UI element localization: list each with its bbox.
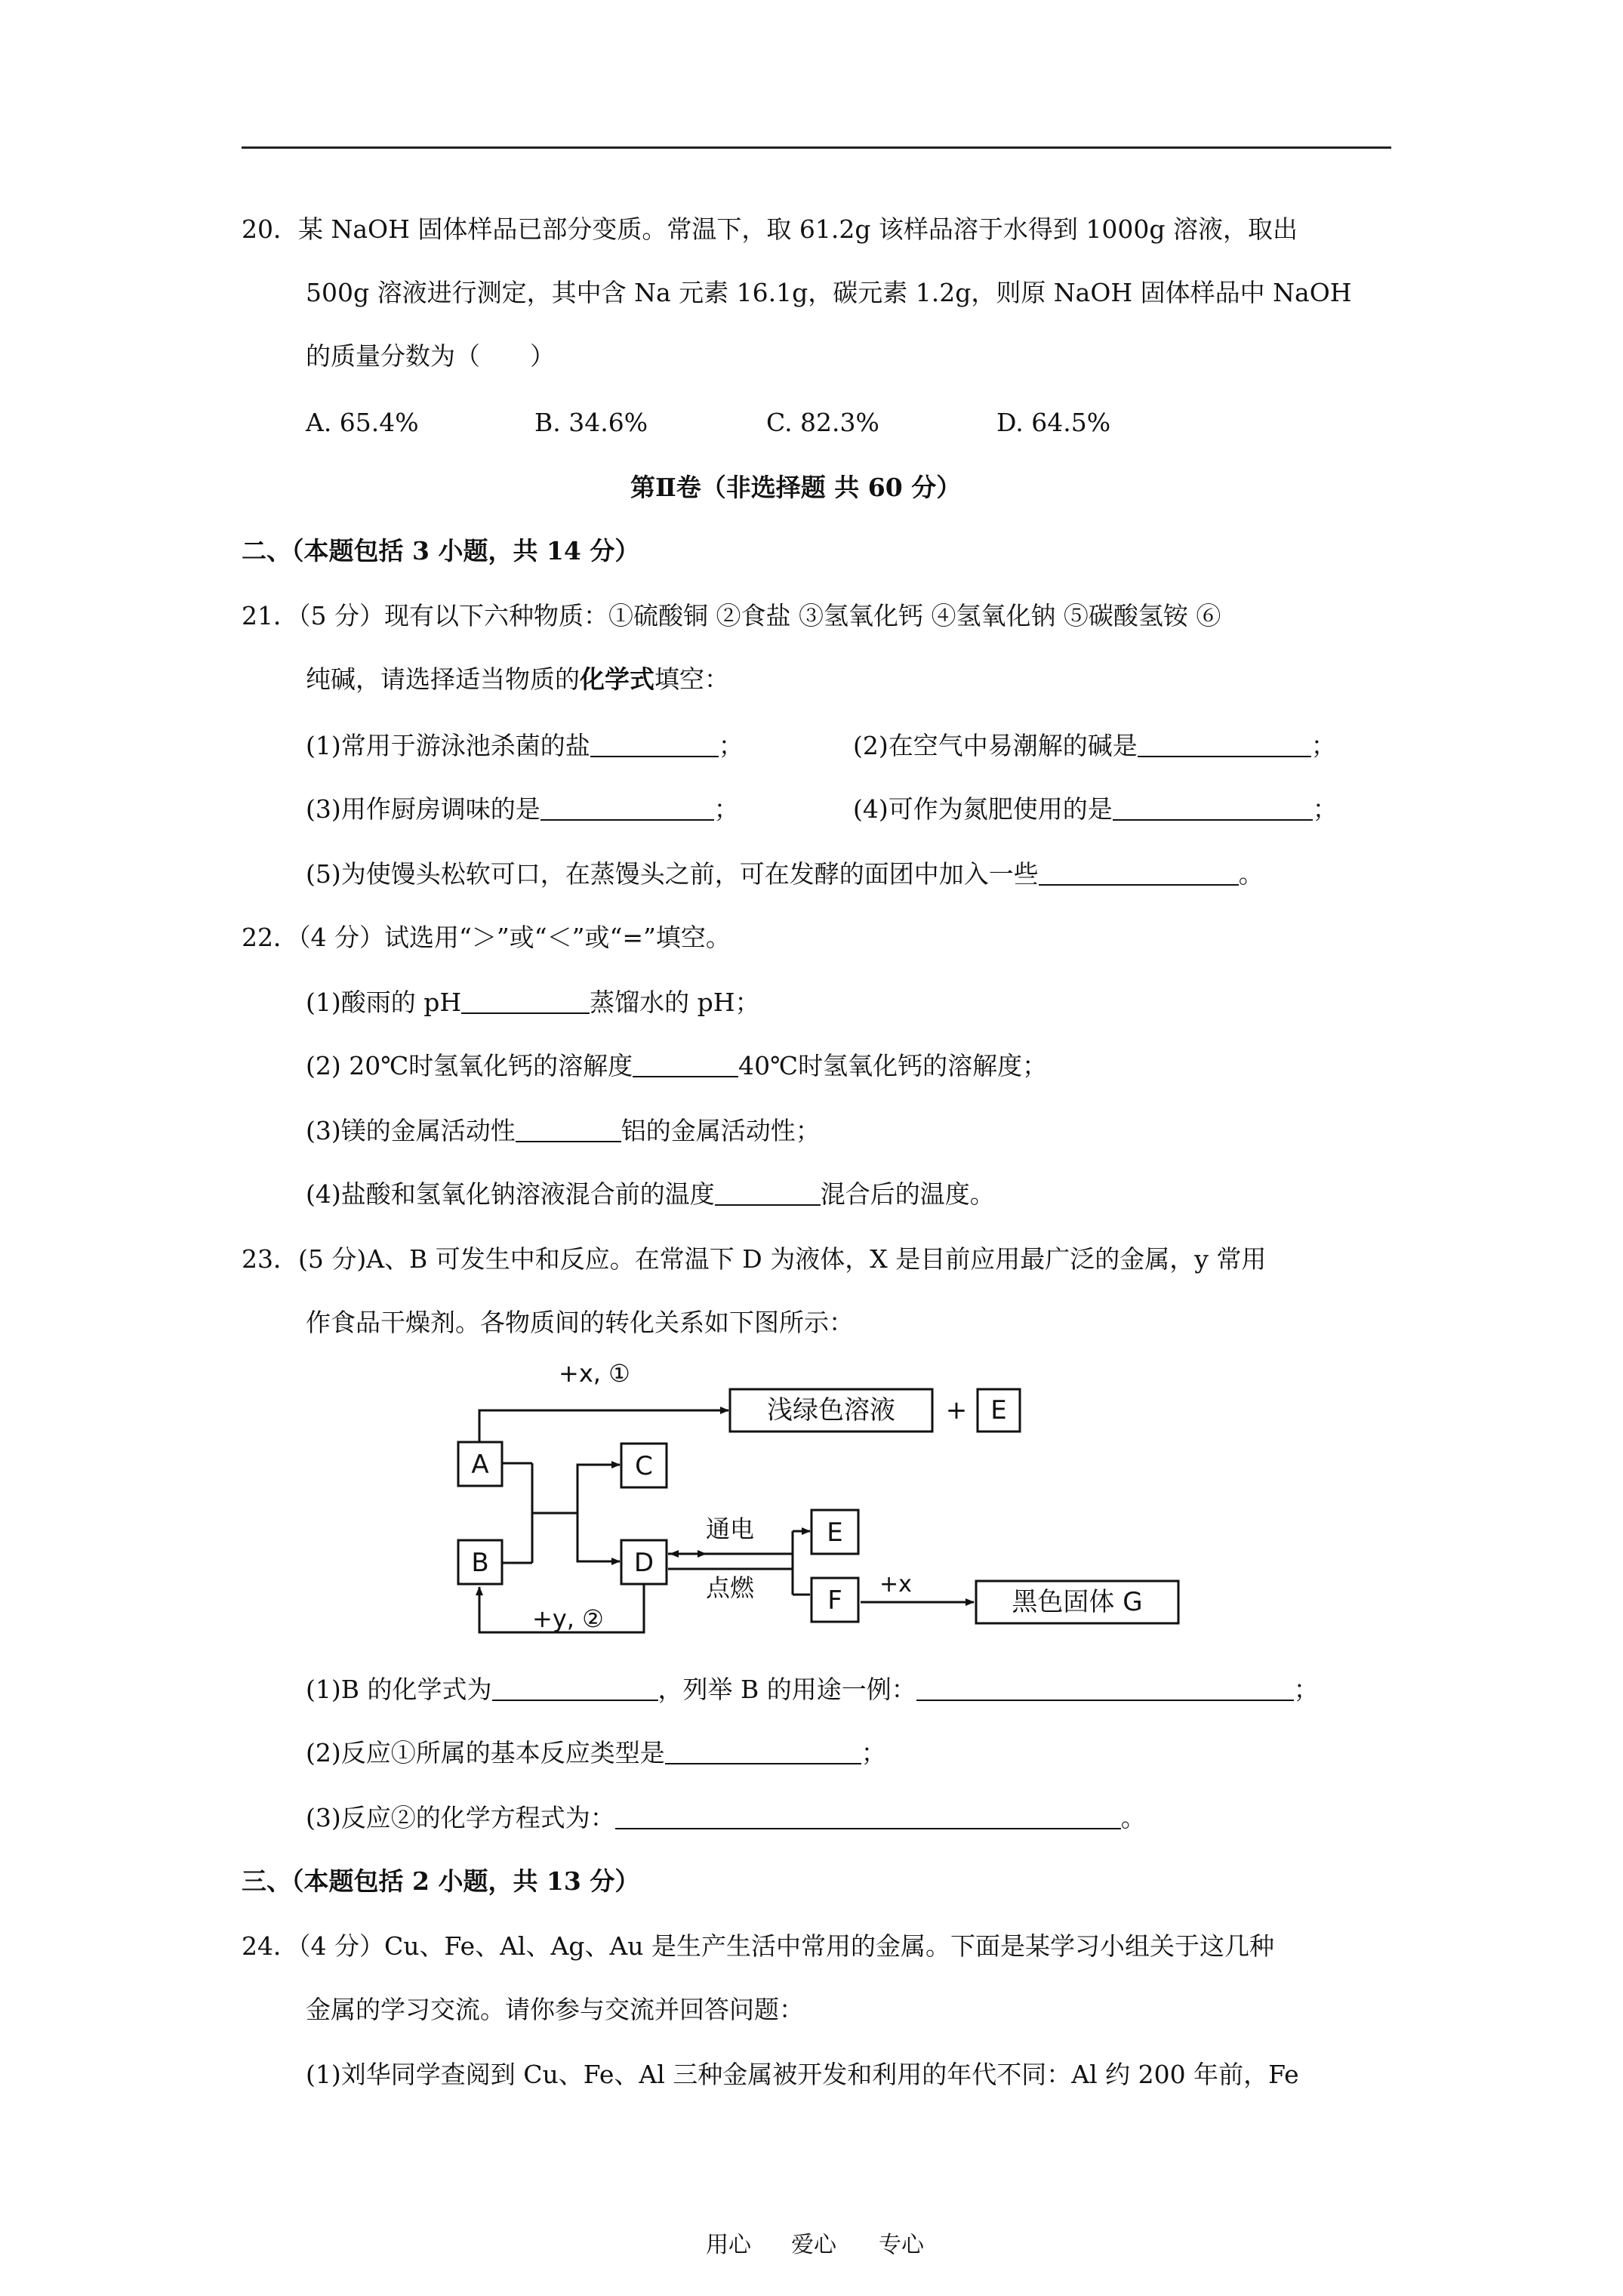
part3-heading: 三、（本题包括 2 小题，共 13 分） — [242, 1866, 640, 1896]
arrow-to-d — [577, 1513, 620, 1561]
text-f: F — [827, 1586, 842, 1616]
q20-line3: 的质量分数为（ ） — [306, 341, 555, 371]
q23-s1-mid: ，列举 B 的用途一例： — [658, 1675, 916, 1704]
answer-blank[interactable] — [461, 990, 590, 1014]
answer-blank[interactable] — [916, 1677, 1294, 1701]
q21-s1-text: (1)常用于游泳池杀菌的盐 — [306, 731, 590, 760]
q22-s3-text: (3)镁的金属活动性 — [306, 1116, 516, 1145]
q23-s1-text: (1)B 的化学式为 — [306, 1675, 492, 1704]
q20-option-d: D. 64.5% — [996, 408, 1111, 437]
footer-word-1: 用心 — [706, 2232, 751, 2258]
q21-line1: 21．（5 分）现有以下六种物质：①硫酸铜 ②食盐 ③氢氧化钙 ④氢氧化钠 ⑤碳酸氢铵 ⑥ — [242, 601, 1221, 630]
q24-line3: (1)刘华同学查阅到 Cu、Fe、Al 三种金属被开发和利用的年代不同：Al 约 200 年前，Fe — [306, 2060, 1299, 2089]
q23-s3 — [306, 1803, 1146, 1833]
q24-line1: 24．（4 分）Cu、Fe、Al、Ag、Au 是生产生活中常用的金属。下面是某学习小组关于这几种 — [242, 1931, 1275, 1961]
q20-option-b: B. 34.6% — [534, 408, 648, 437]
q21-line2-text: 纯碱，请选择适当物质的 — [306, 664, 580, 694]
q24-line2: 金属的学习交流。请你参与交流并回答问题： — [306, 1995, 804, 2024]
answer-blank[interactable] — [516, 1118, 621, 1142]
q20-option-c: C. 82.3% — [766, 408, 879, 437]
label-top: +x, ① — [559, 1359, 630, 1388]
answer-blank[interactable] — [1039, 861, 1239, 886]
q23-s1 — [306, 1675, 1319, 1705]
q22-s3-tail: 铝的金属活动性； — [621, 1116, 821, 1145]
q22-s1-text: (1)酸雨的 pH — [306, 988, 462, 1017]
q23-line1: 23．(5 分)A、B 可发生中和反应。在常温下 D 为液体，X 是目前应用最广泛的金属，y 常用 — [242, 1244, 1267, 1274]
semicolon: ； — [861, 1738, 886, 1767]
q21-line2-end: 填空： — [654, 664, 729, 694]
q21-s2 — [853, 731, 1336, 761]
answer-blank[interactable] — [1113, 797, 1313, 821]
text-c: C — [635, 1451, 653, 1481]
q21-s3-text: (3)用作厨房调味的是 — [306, 794, 540, 824]
answer-blank[interactable] — [715, 1182, 821, 1206]
arrow-a-to-solution — [479, 1410, 728, 1450]
text-solution: 浅绿色溶液 — [767, 1395, 895, 1425]
answer-blank[interactable] — [590, 733, 719, 757]
answer-blank[interactable] — [633, 1053, 738, 1077]
q22-s4-tail: 混合后的温度。 — [820, 1179, 995, 1209]
q21-s1 — [306, 731, 744, 761]
q21-emphasis: 化学式 — [580, 664, 654, 694]
text-a: A — [471, 1450, 489, 1480]
text-d: D — [633, 1548, 654, 1578]
q21-s5 — [306, 859, 1264, 889]
footer-word-3: 专心 — [879, 2232, 924, 2258]
q21-s3 — [306, 794, 739, 824]
label-bottom: +y, ② — [532, 1604, 604, 1633]
answer-blank[interactable] — [540, 797, 714, 821]
period: 。 — [1120, 1803, 1146, 1832]
conversion-diagram — [449, 1351, 1196, 1661]
part2-heading: 二、（本题包括 3 小题，共 14 分） — [242, 536, 640, 566]
q21-s5-text: (5)为使馒头松软可口，在蒸馒头之前，可在发酵的面团中加入一些 — [306, 859, 1039, 889]
q23-s2-text: (2)反应①所属的基本反应类型是 — [306, 1738, 665, 1767]
label-plus-x: +x — [879, 1571, 912, 1598]
text-e-top: E — [990, 1395, 1007, 1425]
q22-line1: 22．（4 分）试选用“＞”或“＜”或“=”填空。 — [242, 923, 731, 952]
answer-blank[interactable] — [615, 1805, 1121, 1829]
answer-blank[interactable] — [492, 1677, 658, 1701]
q22-s4 — [306, 1179, 995, 1210]
footer-word-2: 爱心 — [791, 2232, 836, 2258]
q21-line2 — [306, 664, 729, 695]
answer-blank[interactable] — [1138, 733, 1311, 757]
period: 。 — [1238, 859, 1264, 889]
section-title: 第Ⅱ卷（非选择题 共 60 分） — [630, 473, 962, 502]
q23-line2: 作食品干燥剂。各物质间的转化关系如下图所示： — [306, 1308, 854, 1337]
q22-s2 — [306, 1051, 1047, 1081]
q21-s2-text: (2)在空气中易潮解的碱是 — [853, 731, 1138, 760]
label-electrolysis: 通电 — [706, 1515, 755, 1543]
text-e: E — [827, 1518, 843, 1548]
q21-s4 — [853, 794, 1338, 824]
semicolon: ； — [1312, 794, 1338, 824]
semicolon: ； — [1293, 1675, 1319, 1704]
q22-s3 — [306, 1116, 821, 1146]
arrow-to-c — [577, 1465, 620, 1513]
semicolon: ； — [713, 794, 739, 824]
answer-blank[interactable] — [665, 1740, 861, 1764]
label-ignite: 点燃 — [706, 1573, 755, 1602]
q20-line1: 20．某 NaOH 固体样品已部分变质。常温下，取 61.2g 该样品溶于水得到 1000g 溶液，取出 — [242, 214, 1298, 244]
q23-s3-text: (3)反应②的化学方程式为： — [306, 1803, 615, 1832]
q22-s2-tail: 40℃时氢氧化钙的溶解度； — [738, 1051, 1048, 1080]
semicolon: ； — [718, 731, 744, 760]
text-b: B — [471, 1548, 489, 1578]
q20-option-a: A. 65.4% — [306, 408, 419, 437]
text-plus: + — [945, 1395, 968, 1425]
q22-s1 — [306, 988, 760, 1018]
semicolon: ； — [1310, 731, 1336, 760]
q20-line2: 500g 溶液进行测定，其中含 Na 元素 16.1g，碳元素 1.2g，则原 NaOH 固体样品中 NaOH — [306, 278, 1352, 307]
text-g: 黑色固体 G — [1012, 1587, 1143, 1617]
q23-s2 — [306, 1738, 886, 1768]
q21-s4-text: (4)可作为氮肥使用的是 — [853, 794, 1113, 824]
q22-s1-tail: 蒸馏水的 pH； — [590, 988, 760, 1017]
q22-s2-text: (2) 20℃时氢氧化钙的溶解度 — [306, 1051, 633, 1080]
header-rule — [242, 146, 1391, 149]
q22-s4-text: (4)盐酸和氢氧化钠溶液混合前的温度 — [306, 1179, 715, 1209]
